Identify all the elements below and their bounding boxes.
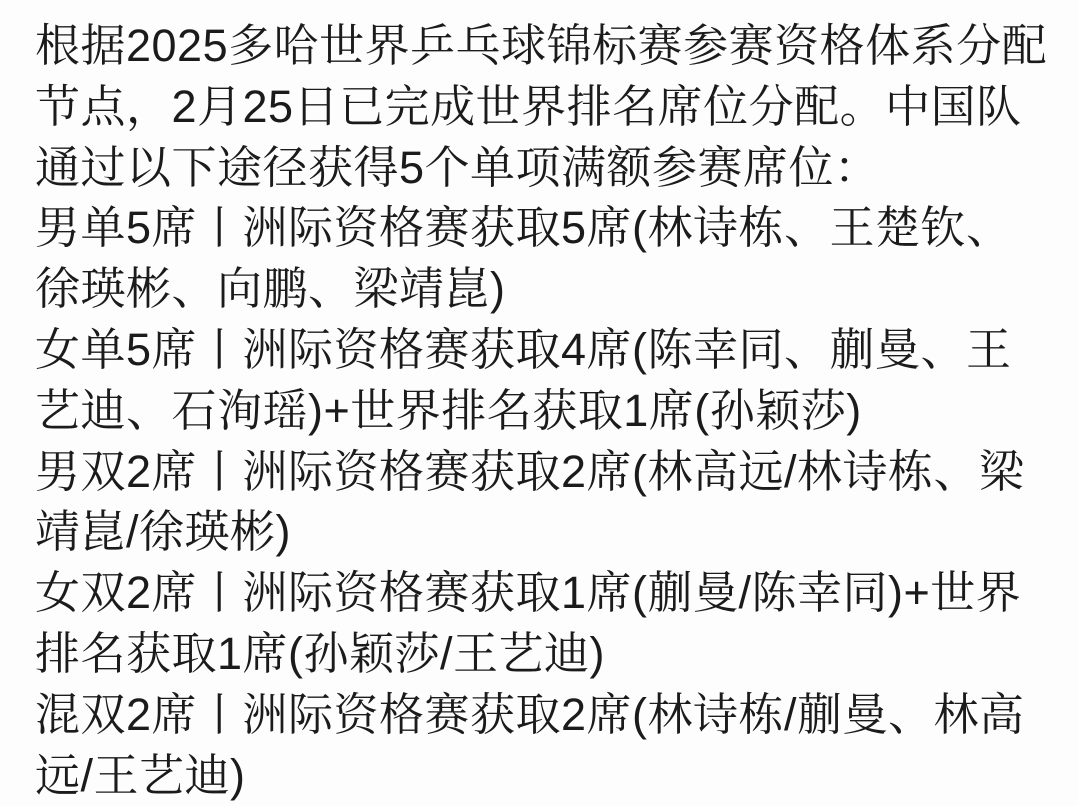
text-line: 女单5席丨洲际资格赛获取4席(陈幸同、蒯曼、王	[35, 323, 1012, 375]
text-line: 男单5席丨洲际资格赛获取5席(林诗栋、王楚钦、	[35, 202, 1012, 254]
text-line: 混双2席丨洲际资格赛获取2席(林诗栋/蒯曼、林高	[35, 688, 1025, 740]
text-line: 女双2席丨洲际资格赛获取1席(蒯曼/陈幸同)+世界	[35, 567, 1022, 619]
text-line: 根据2025多哈世界乒乓球锦标赛参赛资格体系分配	[35, 20, 1048, 71]
text-line: 排名获取1席(孙颖莎/王艺迪)	[35, 627, 606, 679]
text-line-clipped: 远/王艺迪)	[35, 749, 246, 801]
text-line: 艺迪、石洵瑶)+世界排名获取1席(孙颖莎)	[35, 384, 862, 436]
text-line: 节点，2月25日已完成世界排名席位分配。中国队	[35, 80, 1022, 132]
text-line: 男双2席丨洲际资格赛获取2席(林高远/林诗栋、梁	[35, 445, 1025, 497]
text-line: 靖崑/徐瑛彬)	[35, 506, 291, 558]
text-line: 通过以下途径获得5个单项满额参赛席位：	[35, 141, 880, 193]
text-line: 徐瑛彬、向鹏、梁靖崑)	[35, 263, 506, 315]
